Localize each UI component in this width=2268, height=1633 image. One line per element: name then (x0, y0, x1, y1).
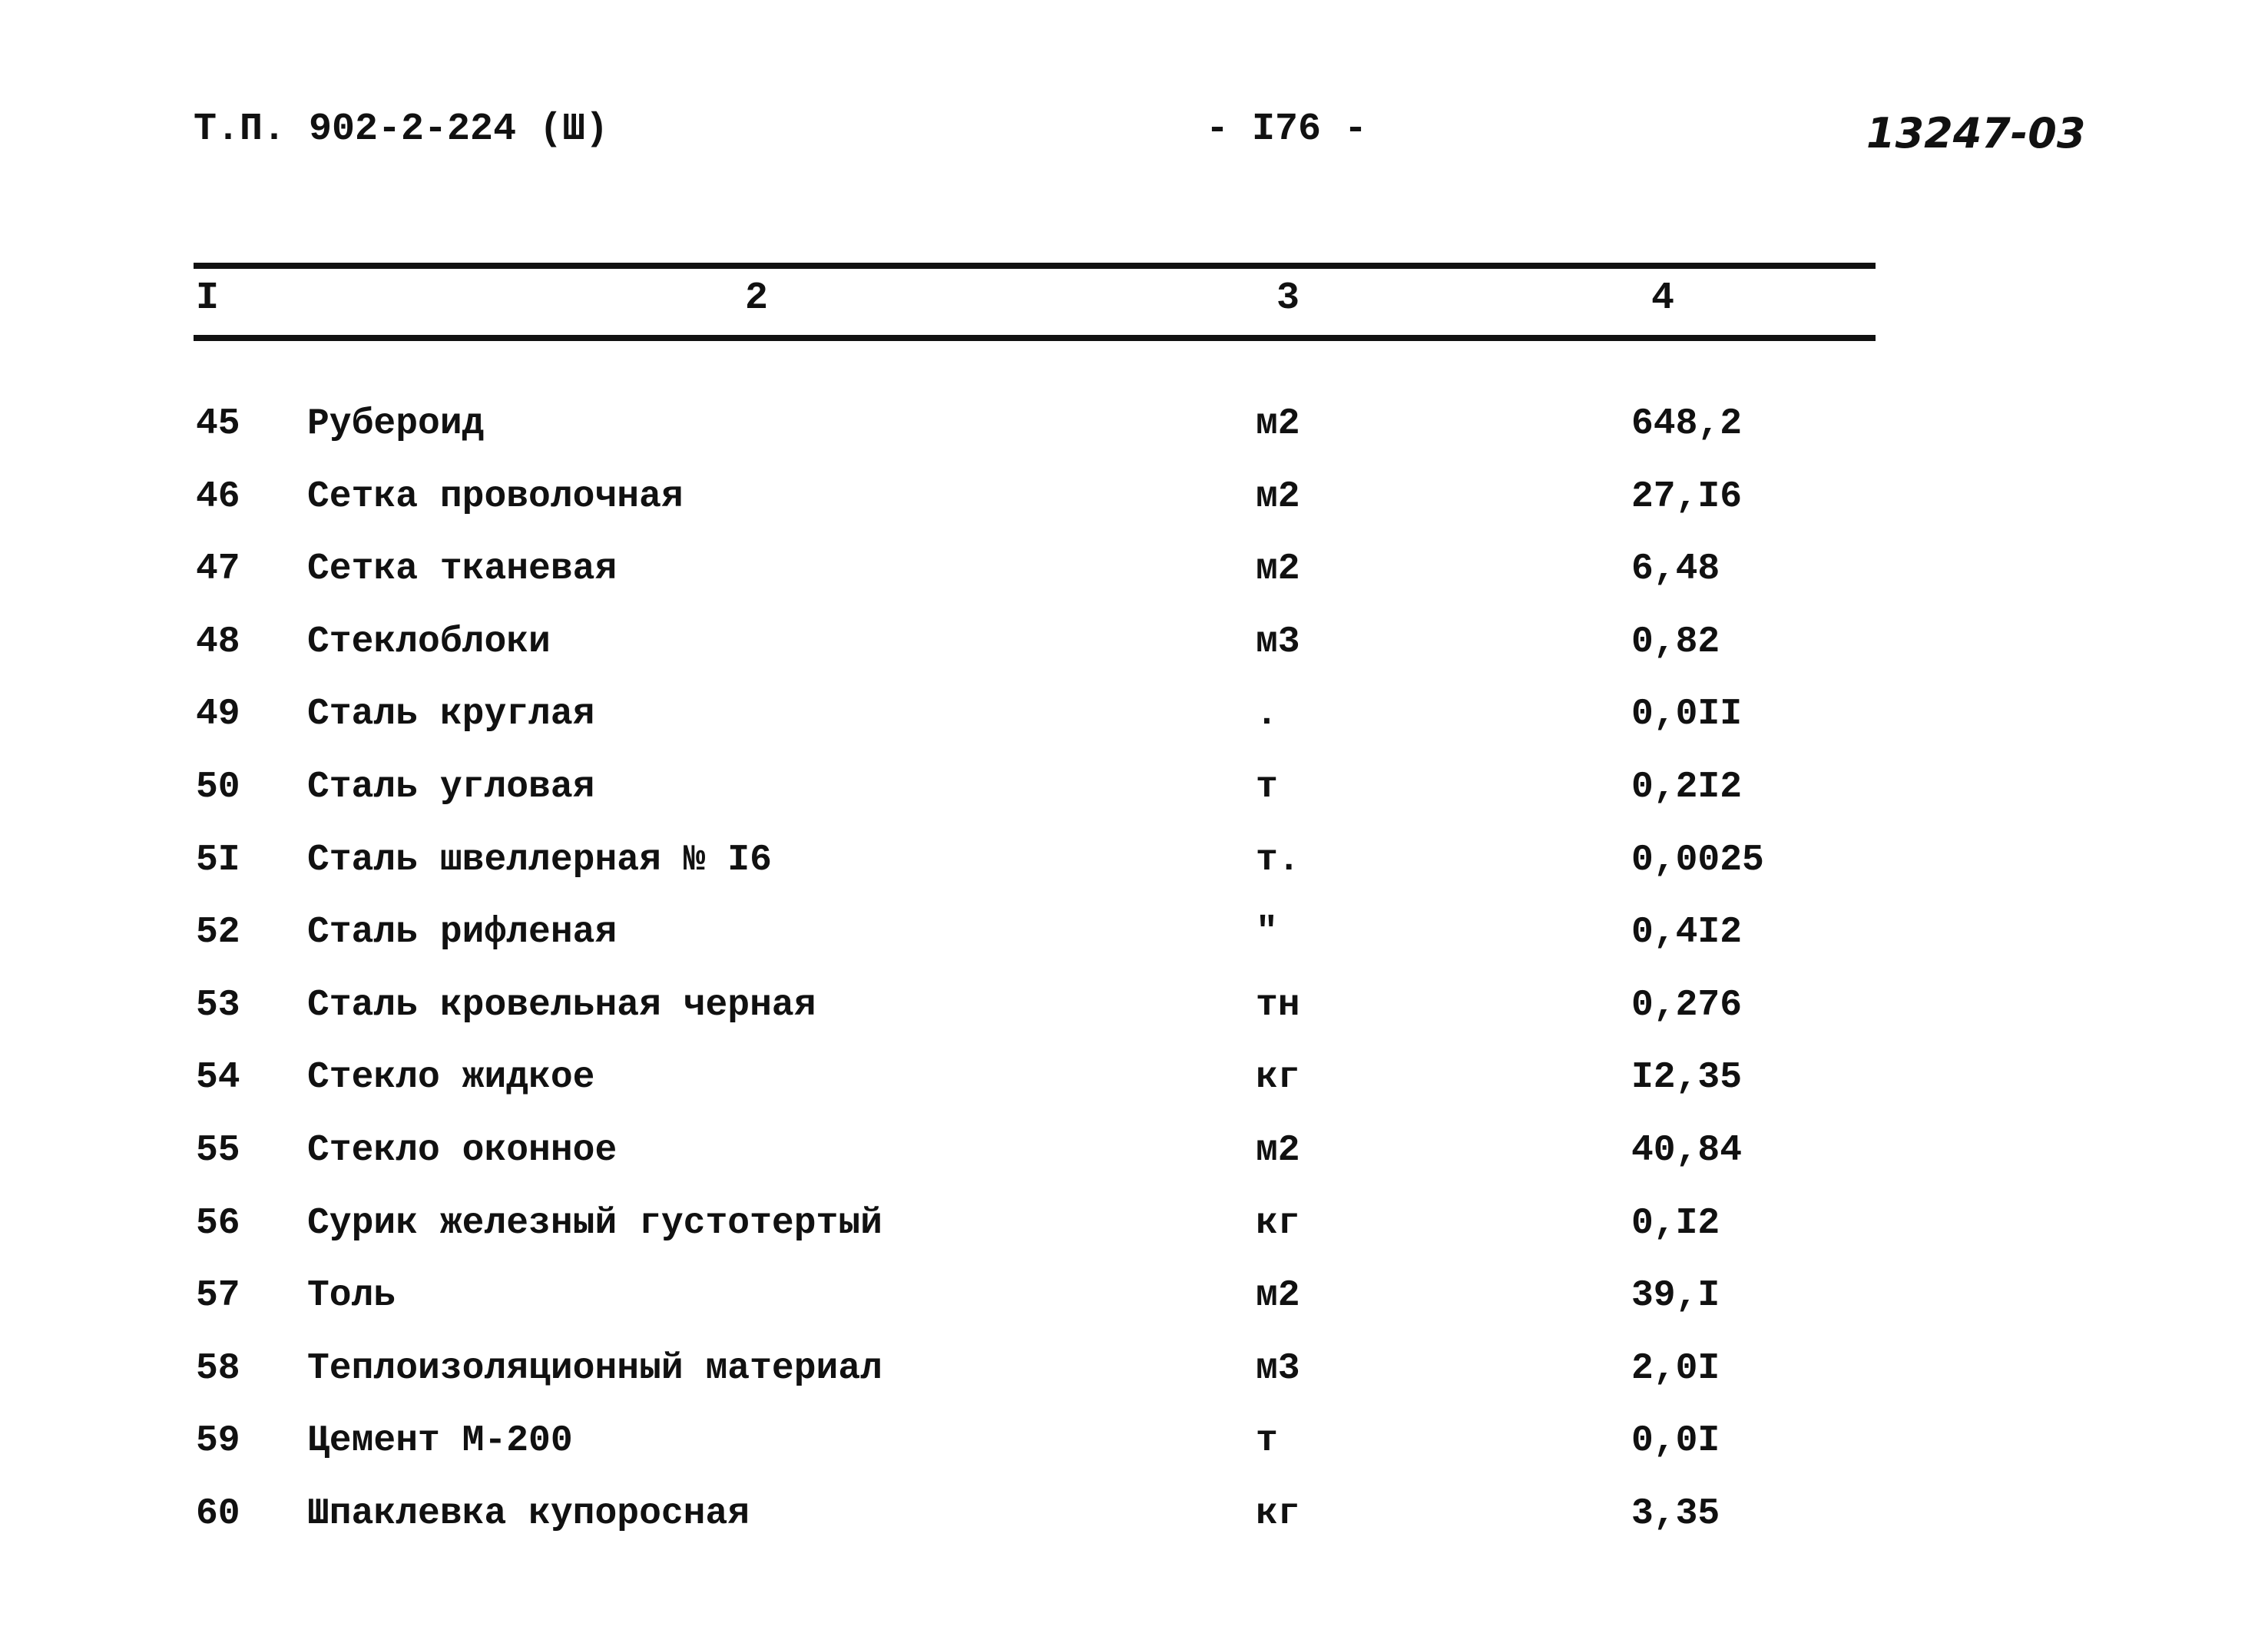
unit: т. (1256, 839, 1300, 881)
quantity: 0,0II (1631, 694, 1743, 736)
table-row (0, 1275, 2268, 1347)
table-row (0, 621, 2268, 694)
row-number: 46 (196, 475, 240, 518)
material-name: Цемент М-200 (307, 1420, 573, 1462)
table-row (0, 548, 2268, 621)
unit: " (1256, 912, 1278, 954)
material-name: Стеклоблоки (307, 621, 551, 663)
table-row (0, 840, 2268, 912)
unit: тн (1256, 984, 1300, 1026)
table-row (0, 403, 2268, 475)
unit: . (1256, 694, 1278, 736)
material-name: Стекло оконное (307, 1130, 617, 1171)
document-reference: Т.П. 902-2-224 (Ш) (194, 108, 609, 151)
quantity: 2,0I (1631, 1347, 1720, 1390)
table-row (0, 912, 2268, 984)
row-number: 49 (196, 694, 240, 736)
table-row (0, 1348, 2268, 1420)
table-row (0, 1420, 2268, 1492)
quantity: 27,I6 (1631, 475, 1743, 518)
table-row (0, 476, 2268, 548)
material-name: Теплоизоляционный материал (307, 1347, 882, 1390)
row-number: 54 (196, 1057, 240, 1099)
unit: м2 (1256, 475, 1300, 518)
unit: м2 (1256, 1275, 1300, 1317)
table-row (0, 694, 2268, 766)
table-row (0, 985, 2268, 1057)
quantity: 0,0I (1631, 1420, 1720, 1462)
quantity: 0,2I2 (1631, 767, 1743, 808)
row-number: 60 (196, 1493, 240, 1535)
row-number: 5I (196, 839, 240, 881)
material-name: Сталь рифленая (307, 912, 617, 954)
column-header-1: I (196, 277, 220, 320)
row-number: 47 (196, 548, 240, 591)
unit: м2 (1256, 548, 1300, 591)
material-name: Сталь швеллерная № I6 (307, 839, 772, 881)
quantity: 0,276 (1631, 984, 1743, 1026)
quantity: 39,I (1631, 1275, 1720, 1317)
material-name: Сталь угловая (307, 767, 595, 808)
quantity: 0,I2 (1631, 1202, 1720, 1244)
material-name: Стекло жидкое (307, 1057, 595, 1099)
quantity: I2,35 (1631, 1057, 1743, 1099)
material-name: Сетка проволочная (307, 475, 684, 518)
quantity: 6,48 (1631, 548, 1720, 591)
unit: м2 (1256, 403, 1300, 445)
quantity: 3,35 (1631, 1493, 1720, 1535)
unit: м2 (1256, 1130, 1300, 1171)
material-name: Шпаклевка купоросная (307, 1493, 750, 1535)
unit: кг (1256, 1493, 1300, 1535)
row-number: 57 (196, 1275, 240, 1317)
column-header-2: 2 (745, 277, 769, 320)
row-number: 59 (196, 1420, 240, 1462)
unit: т (1256, 767, 1278, 808)
row-number: 55 (196, 1130, 240, 1171)
unit: т (1256, 1420, 1278, 1462)
quantity: 40,84 (1631, 1130, 1743, 1171)
row-number: 52 (196, 912, 240, 954)
quantity: 0,82 (1631, 621, 1720, 663)
row-number: 50 (196, 767, 240, 808)
unit: кг (1256, 1057, 1300, 1099)
table-header-rule (194, 335, 1876, 341)
material-name: Сурик железный густотертый (307, 1202, 882, 1244)
row-number: 56 (196, 1202, 240, 1244)
unit: кг (1256, 1202, 1300, 1244)
row-number: 53 (196, 984, 240, 1026)
material-name: Сетка тканевая (307, 548, 617, 591)
material-name: Сталь кровельная черная (307, 984, 816, 1026)
column-header-4: 4 (1651, 277, 1675, 320)
material-name: Толь (307, 1275, 396, 1317)
quantity: 0,4I2 (1631, 912, 1743, 954)
table-row (0, 1057, 2268, 1129)
table-top-rule (194, 263, 1876, 269)
material-name: Рубероид (307, 403, 485, 445)
table-row (0, 1130, 2268, 1202)
quantity: 0,0025 (1631, 839, 1764, 881)
column-header-3: 3 (1276, 277, 1300, 320)
material-name: Сталь круглая (307, 694, 595, 736)
unit: м3 (1256, 621, 1300, 663)
row-number: 58 (196, 1347, 240, 1390)
page-number: - I76 - (1206, 108, 1368, 151)
unit: м3 (1256, 1347, 1300, 1390)
quantity: 648,2 (1631, 403, 1743, 445)
handwritten-code: 13247-03 (1866, 109, 2086, 157)
table-row (0, 1493, 2268, 1565)
table-row (0, 767, 2268, 839)
row-number: 48 (196, 621, 240, 663)
row-number: 45 (196, 403, 240, 445)
table-row (0, 1203, 2268, 1275)
